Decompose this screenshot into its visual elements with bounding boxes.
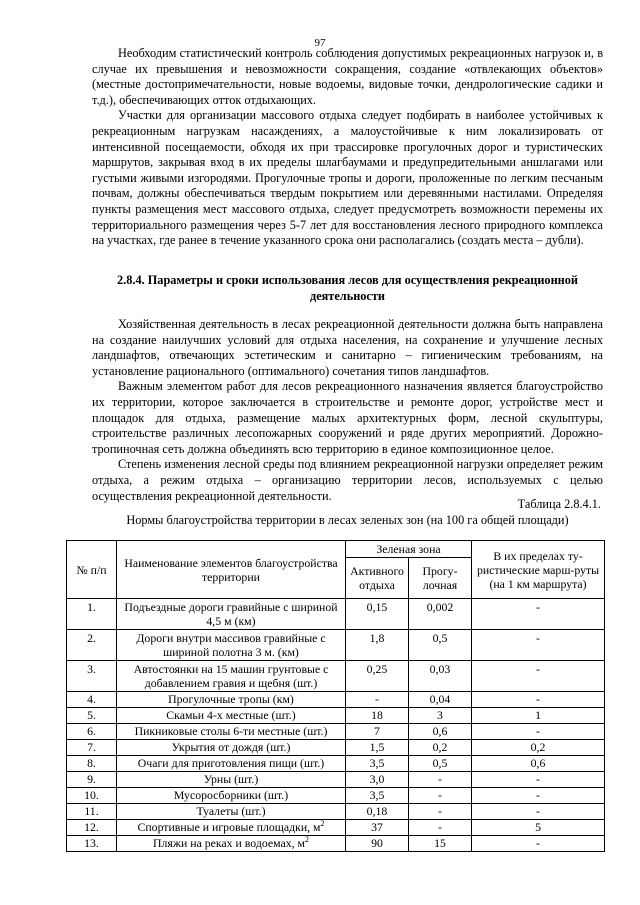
table-row: [67, 599, 605, 630]
cell-name: Пикниковые столы 6-ти местные (шт.): [117, 724, 346, 740]
cell-walk: 0,5: [409, 630, 472, 661]
cell-active: 0,25: [346, 661, 409, 692]
cell-num: 11.: [67, 804, 117, 820]
cell-routes: 0,2: [472, 740, 605, 756]
superscript: 2: [305, 835, 309, 845]
cell-name: Мусоросборники (шт.): [117, 788, 346, 804]
cell-num: 13.: [67, 836, 117, 852]
cell-routes: -: [472, 836, 605, 852]
cell-num: 9.: [67, 772, 117, 788]
cell-name: Прогулочные тропы (км): [117, 692, 346, 708]
header-walk: Прогу-лочная: [409, 558, 472, 599]
cell-num: 4.: [67, 692, 117, 708]
cell-walk: 0,002: [409, 599, 472, 630]
table-row: [67, 756, 605, 772]
paragraph: Хозяйственная деятельность в лесах рекреационной деятельности должна быть направлена на создание наилучших условий для отдыха населения, на сохранение и улучшение лесных ландшафтов, отвечающих эстетическим и санитарно – гигиеническим требованиям, на установление рационального (оптимального) сочетания типов ландшафтов.: [92, 317, 603, 378]
cell-walk: 0,03: [409, 661, 472, 692]
cell-walk: 0,04: [409, 692, 472, 708]
cell-num: 5.: [67, 708, 117, 724]
table-row: [67, 740, 605, 756]
paragraph: Участки для организации массового отдыха следует подбирать в наиболее устойчивых к рекреационным нагрузкам насаждениях, а малоустойчивые к ним локализировать от интенсивной посещаемости, обходя их при трассировке прогулочных дорог и туристических маршрутов, закрывая вход в их пределы шлагбаумами и предупредительными аншлагами или густыми живыми изгородями. Прогулочные тропы и дороги, проложенные по легким песчаным почвам, должны обеспечиваться твердым покрытием или деревянными настилами. Определяя пункты размещения мест массового отдыха, следует предусмотреть возможности перемены их территориального размещения через 5-7 лет для восстановления лесного природного комплекса на участках, где ранее в течение указанного срока они располагались (создать места – дубли).: [92, 108, 603, 248]
cell-active: 3,5: [346, 756, 409, 772]
cell-num: 6.: [67, 724, 117, 740]
cell-num: 1.: [67, 599, 117, 630]
paragraph: Степень изменения лесной среды под влиянием рекреационной нагрузки определяет режим отдыха, а режим отдыха – организацию территории лесов, используемых с целью осуществления рекреационной деятельности.: [92, 457, 603, 503]
text-block-bottom: [92, 317, 603, 504]
table-row: [67, 661, 605, 692]
cell-walk: -: [409, 772, 472, 788]
cell-name: Туалеты (шт.): [117, 804, 346, 820]
cell-routes: -: [472, 692, 605, 708]
cell-routes: -: [472, 772, 605, 788]
cell-num: 2.: [67, 630, 117, 661]
table-row: [67, 692, 605, 708]
cell-walk: -: [409, 820, 472, 836]
cell-num: 10.: [67, 788, 117, 804]
norms-table: [66, 540, 605, 852]
cell-num: 7.: [67, 740, 117, 756]
table-caption: Нормы благоустройства территории в лесах зеленых зон (на 100 га общей площади): [126, 513, 569, 527]
header-green-zone: Зеленая зона: [346, 541, 472, 558]
cell-walk: -: [409, 788, 472, 804]
cell-num: 12.: [67, 820, 117, 836]
cell-num: 3.: [67, 661, 117, 692]
table-row: [67, 772, 605, 788]
cell-name: Укрытия от дождя (шт.): [117, 740, 346, 756]
cell-walk: 0,6: [409, 724, 472, 740]
cell-num: 8.: [67, 756, 117, 772]
cell-walk: -: [409, 804, 472, 820]
cell-routes: -: [472, 804, 605, 820]
cell-walk: 0,5: [409, 756, 472, 772]
cell-walk: 0,2: [409, 740, 472, 756]
cell-name: Подъездные дороги гравийные с шириной 4,5 м (км): [117, 599, 346, 630]
cell-name: Урны (шт.): [117, 772, 346, 788]
header-name: Наименование элементов благоустройства территории: [117, 541, 346, 599]
cell-name: Автостоянки на 15 машин грунтовые с добавлением гравия и щебня (шт.): [117, 661, 346, 692]
cell-active: -: [346, 692, 409, 708]
table-row: [67, 630, 605, 661]
table-row: [67, 708, 605, 724]
superscript: 2: [320, 819, 325, 829]
cell-active: 37: [346, 820, 409, 836]
cell-routes: -: [472, 630, 605, 661]
cell-active: 0,18: [346, 804, 409, 820]
cell-routes: -: [472, 661, 605, 692]
cell-walk: 15: [409, 836, 472, 852]
cell-active: 18: [346, 708, 409, 724]
header-num: № п/п: [67, 541, 117, 599]
table-label: Таблица 2.8.4.1.: [517, 497, 601, 511]
table-row: [67, 836, 605, 852]
section-heading: 2.8.4. Параметры и сроки использования лесов для осуществления рекреационной деятельности: [117, 273, 578, 303]
cell-routes: -: [472, 724, 605, 740]
table-row: [67, 804, 605, 820]
cell-name: [117, 820, 346, 836]
paragraph: Важным элементом работ для лесов рекреационного назначения является благоустройство их территории, которое заключается в строительстве и ремонте дорог, устройстве мест и площадок для отдыха, размещение малых архитектурных форм, лесной скульптуры, строительстве различных лесопожарных сооружений и ряде других мероприятий. Дорожно-тропиночная сеть должна объединять всю территорию в единое композиционное целое.: [92, 379, 603, 456]
cell-walk: 3: [409, 708, 472, 724]
cell-name: Очаги для приготовления пищи (шт.): [117, 756, 346, 772]
cell-active: 0,15: [346, 599, 409, 630]
cell-routes: 0,6: [472, 756, 605, 772]
cell-name: [117, 836, 346, 852]
header-routes: В их пределах ту-ристические марш-руты (на 1 км маршрута): [472, 541, 605, 599]
cell-routes: -: [472, 599, 605, 630]
cell-name-text: Пляжи на реках и водоемах, м: [153, 836, 305, 850]
cell-active: 3,0: [346, 772, 409, 788]
cell-active: 90: [346, 836, 409, 852]
cell-active: 3,5: [346, 788, 409, 804]
cell-name: Скамьи 4-х местные (шт.): [117, 708, 346, 724]
cell-active: 1,5: [346, 740, 409, 756]
header-active: Активного отдыха: [346, 558, 409, 599]
page-number: 97: [314, 37, 326, 49]
table-row: [67, 820, 605, 836]
cell-name-text: Спортивные и игровые площадки, м: [137, 820, 321, 834]
cell-routes: 5: [472, 820, 605, 836]
cell-active: 1,8: [346, 630, 409, 661]
paragraph: Необходим статистический контроль соблюдения допустимых рекреационных нагрузок и, в случае их превышения и невозможности сокращения, создание «отвлекающих объектов» (местные достопримечательности, новые водоемы, видовые точки, дендрологические садики и т.д.), обеспечивающих отток отдыхающих.: [92, 46, 603, 107]
text-block-top: [92, 46, 603, 249]
table-row: [67, 788, 605, 804]
cell-routes: -: [472, 788, 605, 804]
table-row: [67, 724, 605, 740]
cell-routes: 1: [472, 708, 605, 724]
cell-name: Дороги внутри массивов гравийные с шириной полотна 3 м. (км): [117, 630, 346, 661]
cell-active: 7: [346, 724, 409, 740]
table-header-row: [67, 541, 605, 558]
